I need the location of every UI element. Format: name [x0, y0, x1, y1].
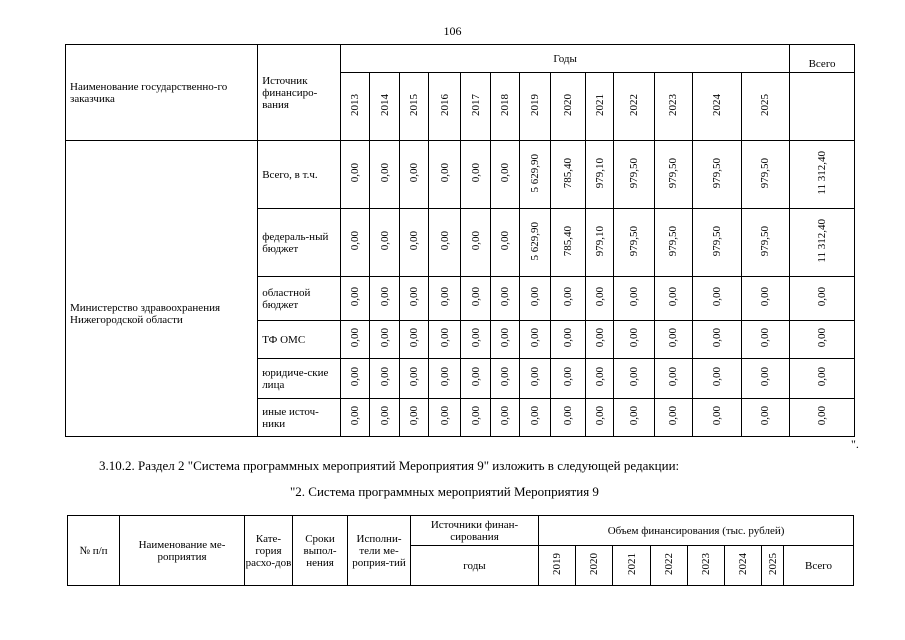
value-cell	[654, 277, 692, 321]
value-text: 0,00	[378, 328, 391, 348]
total-cell	[790, 399, 855, 437]
value-text: 785,40	[562, 225, 575, 257]
value-text: 0,00	[759, 328, 772, 348]
total-text: 11 312,40	[816, 219, 829, 263]
total-cell	[790, 141, 855, 209]
value-text: 0,00	[498, 367, 511, 387]
year-header-cell	[461, 73, 490, 141]
value-cell	[693, 359, 742, 399]
value-text: 0,00	[378, 163, 391, 183]
value-text: 0,00	[498, 287, 511, 307]
funding-year-cell	[725, 546, 762, 586]
value-cell	[399, 209, 428, 277]
value-text: 979,50	[710, 225, 723, 257]
source-name: юридиче-ские лица	[258, 359, 341, 399]
program-measures-table	[67, 515, 854, 586]
year-header-cell	[490, 73, 519, 141]
value-cell	[461, 399, 490, 437]
value-cell	[399, 141, 428, 209]
year-label: 2015	[407, 94, 420, 116]
value-text: 0,00	[529, 406, 542, 426]
value-text: 0,00	[349, 328, 362, 348]
value-cell	[741, 141, 790, 209]
funding-total-header: Всего	[784, 546, 854, 586]
value-cell	[741, 209, 790, 277]
value-cell	[585, 399, 613, 437]
value-text: 0,00	[469, 406, 482, 426]
value-cell	[741, 359, 790, 399]
value-text: 0,00	[498, 163, 511, 183]
value-cell	[429, 321, 461, 359]
header-source: Источник финансиро-вания	[258, 45, 341, 141]
page-number: 106	[443, 24, 462, 38]
value-cell	[341, 209, 370, 277]
value-text: 0,00	[667, 328, 680, 348]
value-cell	[614, 359, 654, 399]
value-cell	[490, 321, 519, 359]
value-text: 0,00	[593, 328, 606, 348]
value-text: 0,00	[562, 406, 575, 426]
value-cell	[551, 359, 585, 399]
value-text: 0,00	[349, 406, 362, 426]
value-text: 0,00	[438, 367, 451, 387]
funding-year-label: 2023	[700, 553, 712, 575]
header-total: Всего	[790, 45, 855, 73]
value-text: 0,00	[627, 406, 640, 426]
financing-table	[65, 44, 855, 437]
header-years: Годы	[341, 45, 790, 73]
funding-year-cell	[651, 546, 688, 586]
value-text: 0,00	[529, 367, 542, 387]
col-sources: Источники финан-сирования	[411, 516, 539, 546]
value-text: 0,00	[438, 328, 451, 348]
value-text: 0,00	[407, 287, 420, 307]
value-text: 0,00	[627, 287, 640, 307]
col-terms: Сроки выпол-нения	[293, 516, 348, 586]
value-cell	[370, 141, 399, 209]
col-funding: Объем финансирования (тыс. рублей)	[539, 516, 854, 546]
value-cell	[399, 277, 428, 321]
value-cell	[490, 359, 519, 399]
value-text: 0,00	[349, 163, 362, 183]
value-text: 0,00	[469, 287, 482, 307]
value-text: 0,00	[438, 231, 451, 251]
value-cell	[370, 209, 399, 277]
value-text: 5 629,90	[529, 221, 542, 261]
value-text: 0,00	[710, 287, 723, 307]
year-header-cell	[614, 73, 654, 141]
value-cell	[490, 141, 519, 209]
value-text: 0,00	[593, 406, 606, 426]
value-cell	[520, 141, 551, 209]
source-name: Всего, в т.ч.	[258, 141, 341, 209]
value-cell	[461, 321, 490, 359]
value-cell	[693, 321, 742, 359]
value-cell	[399, 321, 428, 359]
year-label: 2022	[627, 94, 640, 116]
value-cell	[461, 359, 490, 399]
value-cell	[370, 277, 399, 321]
value-cell	[551, 141, 585, 209]
value-cell	[741, 277, 790, 321]
value-cell	[370, 359, 399, 399]
value-text: 0,00	[498, 231, 511, 251]
value-cell	[654, 399, 692, 437]
year-label: 2019	[529, 94, 542, 116]
value-text: 0,00	[627, 367, 640, 387]
value-text: 0,00	[667, 287, 680, 307]
value-text: 0,00	[469, 163, 482, 183]
value-cell	[654, 321, 692, 359]
value-cell	[341, 359, 370, 399]
value-cell	[520, 277, 551, 321]
value-text: 0,00	[710, 406, 723, 426]
value-text: 0,00	[469, 231, 482, 251]
total-cell	[790, 321, 855, 359]
value-cell	[585, 321, 613, 359]
value-cell	[341, 399, 370, 437]
value-cell	[399, 359, 428, 399]
value-cell	[654, 209, 692, 277]
value-text: 785,40	[562, 157, 575, 189]
value-cell	[341, 321, 370, 359]
value-cell	[614, 399, 654, 437]
col-number: № п/п	[68, 516, 120, 586]
value-cell	[551, 277, 585, 321]
funding-year-cell	[688, 546, 725, 586]
value-cell	[490, 209, 519, 277]
value-text: 0,00	[469, 367, 482, 387]
total-text: 0,00	[816, 328, 829, 348]
value-cell	[551, 399, 585, 437]
value-text: 0,00	[438, 287, 451, 307]
value-cell	[490, 277, 519, 321]
value-cell	[551, 321, 585, 359]
source-name: областной бюджет	[258, 277, 341, 321]
value-cell	[585, 359, 613, 399]
value-cell	[551, 209, 585, 277]
value-cell	[429, 141, 461, 209]
value-text: 979,50	[667, 225, 680, 257]
year-header-cell	[520, 73, 551, 141]
value-cell	[520, 399, 551, 437]
value-text: 0,00	[469, 328, 482, 348]
value-text: 979,50	[710, 157, 723, 189]
value-text: 0,00	[407, 328, 420, 348]
value-cell	[399, 399, 428, 437]
value-cell	[429, 359, 461, 399]
value-cell	[461, 209, 490, 277]
value-cell	[585, 141, 613, 209]
value-text: 0,00	[562, 287, 575, 307]
end-quote: ".	[851, 437, 859, 451]
customer-name: Министерство здравоохранения Нижегородской области	[66, 141, 258, 437]
value-text: 0,00	[378, 406, 391, 426]
value-text: 0,00	[407, 367, 420, 387]
funding-year-cell	[762, 546, 784, 586]
value-cell	[429, 277, 461, 321]
value-cell	[654, 359, 692, 399]
value-cell	[614, 277, 654, 321]
table-row	[66, 141, 855, 209]
value-cell	[341, 141, 370, 209]
value-text: 0,00	[407, 163, 420, 183]
col-executors: Исполни-тели ме-роприя-тий	[348, 516, 411, 586]
year-header-cell	[429, 73, 461, 141]
total-text: 0,00	[816, 406, 829, 426]
value-text: 0,00	[438, 406, 451, 426]
value-text: 0,00	[349, 287, 362, 307]
funding-year-cell	[576, 546, 613, 586]
value-text: 979,10	[593, 157, 606, 189]
value-cell	[341, 277, 370, 321]
value-text: 0,00	[667, 406, 680, 426]
year-label: 2013	[349, 94, 362, 116]
funding-year-label: 2022	[663, 553, 675, 575]
year-label: 2024	[710, 94, 723, 116]
paragraph-3-10-2: 3.10.2. Раздел 2 "Система программных мероприятий Мероприятия 9" изложить в следующей редакции:	[99, 458, 680, 473]
value-text: 0,00	[407, 231, 420, 251]
value-text: 0,00	[529, 287, 542, 307]
year-header-cell	[585, 73, 613, 141]
value-text: 0,00	[378, 287, 391, 307]
col-years-label: годы	[411, 546, 539, 586]
value-text: 0,00	[378, 367, 391, 387]
value-text: 0,00	[562, 328, 575, 348]
value-cell	[520, 209, 551, 277]
value-cell	[741, 399, 790, 437]
funding-year-cell	[613, 546, 651, 586]
total-header-blank	[790, 73, 855, 141]
value-text: 979,50	[667, 157, 680, 189]
value-text: 0,00	[438, 163, 451, 183]
source-name: иные источ-ники	[258, 399, 341, 437]
value-text: 0,00	[562, 367, 575, 387]
value-text: 0,00	[498, 328, 511, 348]
total-cell	[790, 359, 855, 399]
value-text: 5 629,90	[529, 153, 542, 193]
value-cell	[490, 399, 519, 437]
year-header-cell	[341, 73, 370, 141]
value-cell	[370, 321, 399, 359]
value-cell	[429, 399, 461, 437]
value-text: 0,00	[627, 328, 640, 348]
value-text: 0,00	[759, 287, 772, 307]
value-cell	[614, 141, 654, 209]
value-text: 0,00	[407, 406, 420, 426]
value-text: 0,00	[349, 367, 362, 387]
value-cell	[614, 209, 654, 277]
value-text: 0,00	[593, 287, 606, 307]
funding-year-cell	[539, 546, 576, 586]
value-cell	[429, 209, 461, 277]
value-cell	[585, 277, 613, 321]
year-label: 2018	[498, 94, 511, 116]
year-label: 2025	[759, 94, 772, 116]
year-header-cell	[693, 73, 742, 141]
total-cell	[790, 277, 855, 321]
value-text: 979,50	[759, 225, 772, 257]
year-header-cell	[551, 73, 585, 141]
source-name: федераль-ный бюджет	[258, 209, 341, 277]
total-text: 0,00	[816, 287, 829, 307]
value-cell	[461, 141, 490, 209]
value-cell	[693, 277, 742, 321]
value-cell	[741, 321, 790, 359]
value-text: 0,00	[710, 328, 723, 348]
header-customer: Наименование государственно-го заказчика	[66, 45, 258, 141]
value-text: 0,00	[759, 367, 772, 387]
year-label: 2014	[378, 94, 391, 116]
value-text: 979,10	[593, 225, 606, 257]
funding-year-label: 2019	[551, 553, 563, 575]
section-title: "2. Система программных мероприятий Мероприятия 9	[290, 484, 599, 499]
value-text: 979,50	[759, 157, 772, 189]
total-cell	[790, 209, 855, 277]
value-cell	[461, 277, 490, 321]
year-header-cell	[399, 73, 428, 141]
year-label: 2020	[562, 94, 575, 116]
year-header-cell	[741, 73, 790, 141]
value-text: 0,00	[593, 367, 606, 387]
value-cell	[693, 209, 742, 277]
year-header-cell	[370, 73, 399, 141]
col-category: Кате-гория расхо-дов	[245, 516, 293, 586]
funding-year-label: 2024	[737, 553, 749, 575]
value-cell	[520, 359, 551, 399]
funding-year-label: 2025	[766, 553, 779, 575]
value-text: 0,00	[378, 231, 391, 251]
value-text: 0,00	[498, 406, 511, 426]
value-cell	[693, 141, 742, 209]
total-text: 0,00	[816, 367, 829, 387]
funding-year-label: 2021	[625, 553, 638, 575]
value-cell	[693, 399, 742, 437]
value-cell	[520, 321, 551, 359]
year-header-cell	[654, 73, 692, 141]
value-cell	[370, 399, 399, 437]
value-text: 0,00	[710, 367, 723, 387]
value-text: 979,50	[627, 157, 640, 189]
value-cell	[614, 321, 654, 359]
source-name: ТФ ОМС	[258, 321, 341, 359]
value-text: 0,00	[349, 231, 362, 251]
funding-year-label: 2020	[588, 553, 600, 575]
year-label: 2016	[438, 94, 451, 116]
value-text: 979,50	[627, 225, 640, 257]
year-label: 2023	[667, 94, 680, 116]
total-text: 11 312,40	[816, 151, 829, 195]
value-text: 0,00	[529, 328, 542, 348]
financing-rows	[66, 141, 855, 437]
col-measure-name: Наименование ме-роприятия	[120, 516, 245, 586]
value-cell	[585, 209, 613, 277]
year-label: 2017	[469, 94, 482, 116]
value-cell	[654, 141, 692, 209]
year-label: 2021	[593, 94, 606, 116]
value-text: 0,00	[759, 406, 772, 426]
value-text: 0,00	[667, 367, 680, 387]
